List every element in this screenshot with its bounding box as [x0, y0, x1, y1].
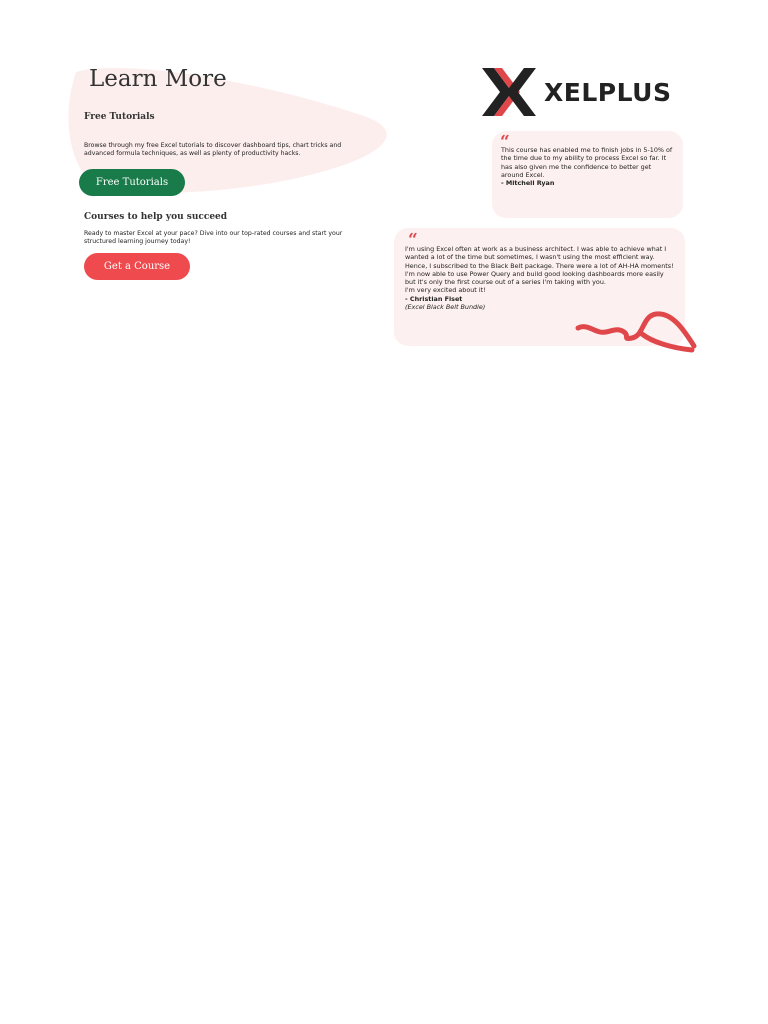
- courses-description: Ready to master Excel at your pace? Dive into our top-rated courses and start your structured learning journey today!: [84, 230, 343, 245]
- testimonial-author: - Christian Fiset: [405, 294, 463, 303]
- testimonial-text: This course has enabled me to finish jobs in 5-10% of the time due to my ability to process Excel so far. It has also given me the confidence to better get around Excel.: [501, 146, 673, 179]
- free-tutorials-button[interactable]: Free Tutorials: [79, 169, 185, 196]
- testimonial-card: [492, 131, 683, 218]
- quote-icon: “: [500, 132, 510, 152]
- scribble-decoration: [572, 308, 698, 354]
- testimonial-author: - Mitchell Ryan: [501, 179, 555, 188]
- free-tutorials-description: Browse through my free Excel tutorials to discover dashboard tips, chart tricks and advanced formula techniques, as well as plenty of productivity hacks.: [84, 142, 342, 157]
- free-tutorials-heading: Free Tutorials: [84, 112, 155, 122]
- testimonial-text: I'm using Excel often at work as a business architect. I was able to achieve what I wanted a lot of the time but sometimes, I wasn't using the most efficient way. Hence, I subscribed to the Black Belt package. There were a lot of AH-HA moments! I'm now able to use Power Query and build good looking dashboards more easily but it's only the first course out of a series I'm taking with you.: [405, 245, 674, 287]
- testimonial-course: (Excel Black Belt Bundle): [405, 303, 486, 312]
- courses-heading: Courses to help you succeed: [84, 212, 228, 222]
- x-logo-icon: [480, 66, 538, 118]
- quote-icon: “: [408, 230, 418, 250]
- logo-text: XELPLUS: [544, 77, 672, 107]
- get-a-course-button[interactable]: Get a Course: [84, 253, 190, 280]
- page-title: Learn More: [89, 66, 227, 92]
- xelplus-logo: [480, 66, 671, 118]
- testimonial-text-closing: I'm very excited about it!: [405, 286, 486, 295]
